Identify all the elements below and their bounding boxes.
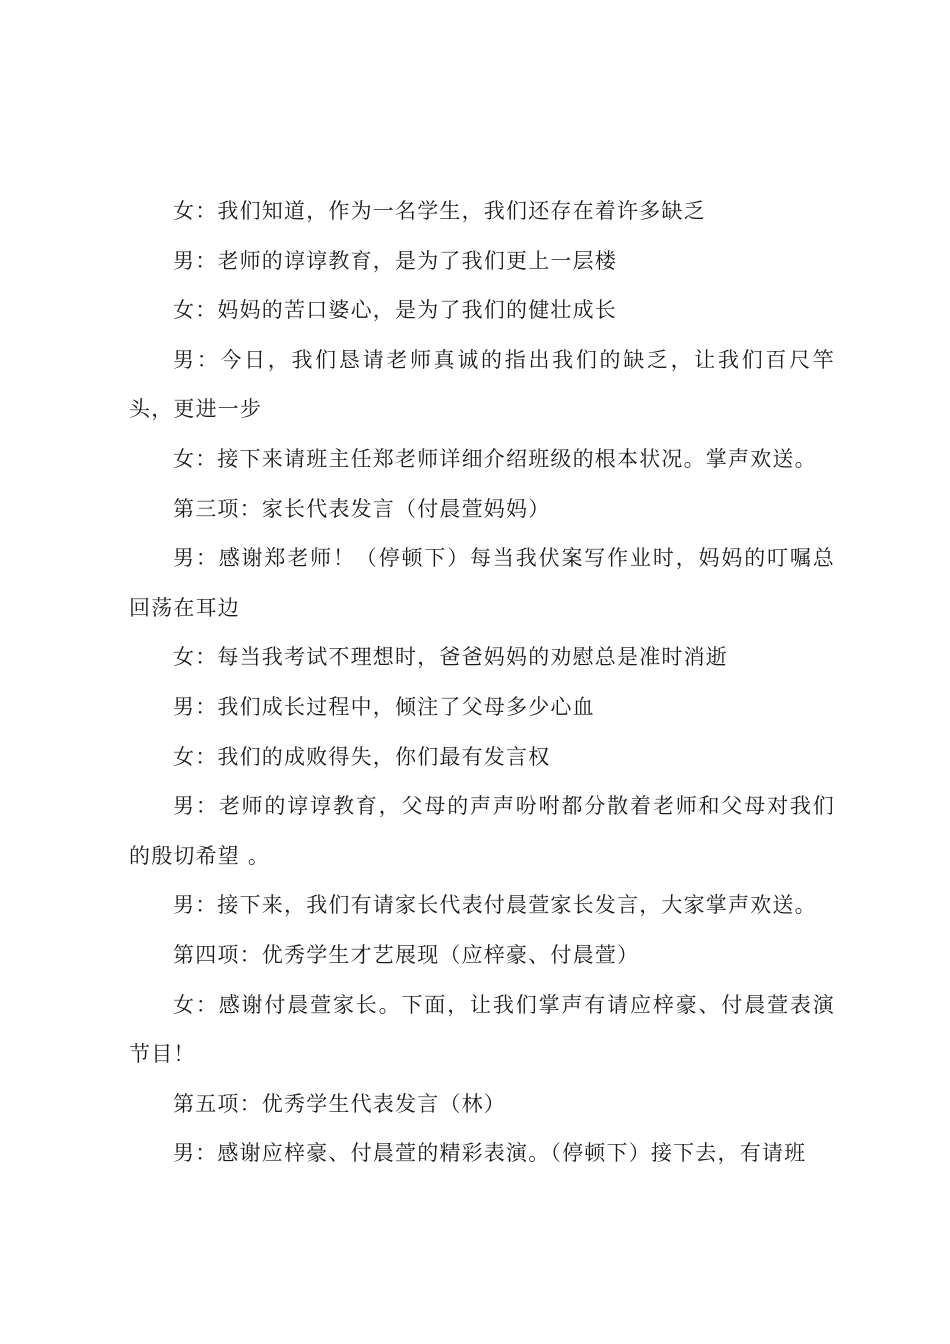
paragraph: 男：我们成长过程中，倾注了父母多少心血 (173, 694, 595, 719)
paragraph: 女：接下来请班主任郑老师详细介绍班级的根本状况。掌声欢送。 (173, 446, 817, 471)
paragraph: 男：老师的谆谆教育，父母的声声吩咐都分散着老师和父母对我们的殷切希望 。 (129, 794, 835, 868)
paragraph: 女：感谢付晨萱家长。下面，让我们掌声有请应梓豪、付晨萱表演节目！ (129, 992, 835, 1067)
paragraph: 女：每当我考试不理想时，爸爸妈妈的劝慰总是准时消逝 (173, 645, 728, 670)
section-heading: 第四项：优秀学生才艺展现（应梓豪、付晨萱） (173, 942, 640, 967)
paragraph: 男：接下来，我们有请家长代表付晨萱家长发言，大家掌声欢送。 (173, 893, 817, 918)
section-heading: 第三项：家长代表发言（付晨萱妈妈） (173, 496, 551, 521)
section-heading: 第五项：优秀学生代表发言（林） (173, 1091, 506, 1116)
paragraph: 女：我们的成败得失，你们最有发言权 (173, 744, 551, 769)
paragraph: 男：感谢郑老师！（停顿下）每当我伏案写作业时，妈妈的叮嘱总回荡在耳边 (129, 546, 835, 620)
document-body (129, 187, 835, 1179)
paragraph: 女：妈妈的苦口婆心，是为了我们的健壮成长 (173, 298, 617, 323)
paragraph: 男：感谢应梓豪、付晨萱的精彩表演。（停顿下）接下去，有请班 (173, 1141, 807, 1166)
paragraph: 男：老师的谆谆教育，是为了我们更上一层楼 (173, 248, 617, 273)
paragraph: 女：我们知道，作为一名学生，我们还存在着许多缺乏 (173, 199, 706, 223)
paragraph: 男：今日，我们恳请老师真诚的指出我们的缺乏，让我们百尺竿头，更进一步 (129, 347, 835, 422)
